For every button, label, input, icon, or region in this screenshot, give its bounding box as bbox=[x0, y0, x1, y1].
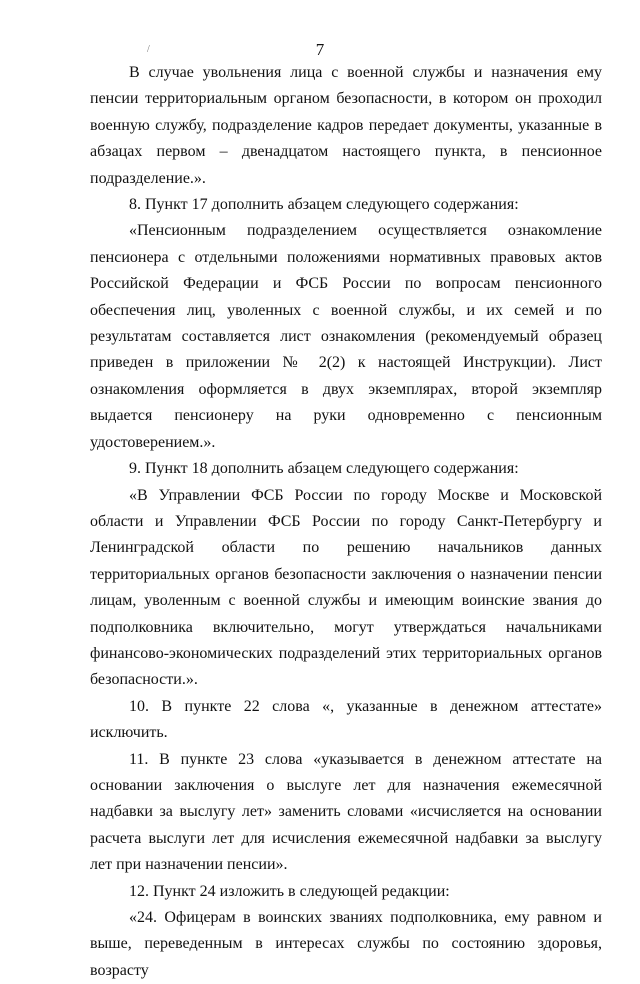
scan-mark: / bbox=[147, 44, 150, 55]
paragraph-item-8-text: «Пенсионным подразделением осуществляется ознакомление пенсионера с отдельными положениями нормативных правовых актов Российской Федерации и ФСБ России по вопросам пенсионного обеспечения лиц, уволенных с военной службы, и их семей и по результатам составляется лист ознакомления (рекомендуемый образец приведен в приложении № 2(2) к настоящей Инструкции). Лист ознакомления оформляется в двух экземплярах, второй экземпляр выдается пенсионеру на руки одновременно с пенсионным удостоверением.». bbox=[90, 222, 602, 451]
document-body bbox=[90, 60, 602, 984]
paragraph-item-11: 11. В пункте 23 слова «указывается в денежном аттестате на основании заключения о выслуге лет для назначения ежемесячной надбавки за выслугу лет» заменить словами «исчисляется на основании расчета выслуги лет для исчисления ежемесячной надбавки за выслугу лет при назначении пенсии». bbox=[90, 750, 602, 874]
paragraph-item-10: 10. В пункте 22 слова «, указанные в денежном аттестате» исключить. bbox=[90, 697, 602, 742]
paragraph-dismissal-documents: В случае увольнения лица с военной службы и назначения ему пенсии территориальным органом безопасности, в котором он проходил военную службу, подразделение кадров передает документы, указанные в абзацах первом – двенадцатом настоящего пункта, в пенсионное подразделение.». bbox=[90, 64, 602, 187]
paragraph-item-8: 8. Пункт 17 дополнить абзацем следующего содержания: bbox=[129, 196, 519, 214]
page-number: 7 bbox=[315, 40, 325, 59]
paragraph-item-9-text: «В Управлении ФСБ России по городу Москве и Московской области и Управлении ФСБ России по городу Санкт-Петербургу и Ленинградской области по решению начальников данных территориальных органов безопасности заключения о назначении пенсии лицам, уволенным с военной службы и имеющим воинские звания до подполковника включительно, могут утверждаться начальниками финансово-экономических подразделений этих территориальных органов безопасности.». bbox=[90, 486, 602, 689]
paragraph-item-9: 9. Пункт 18 дополнить абзацем следующего содержания: bbox=[129, 460, 519, 478]
paragraph-item-12-text: «24. Офицерам в воинских званиях подполковника, ему равном и выше, переведенным в интересах службы по состоянию здоровья, возрасту bbox=[90, 909, 602, 979]
paragraph-item-12: 12. Пункт 24 изложить в следующей редакции: bbox=[129, 882, 450, 900]
